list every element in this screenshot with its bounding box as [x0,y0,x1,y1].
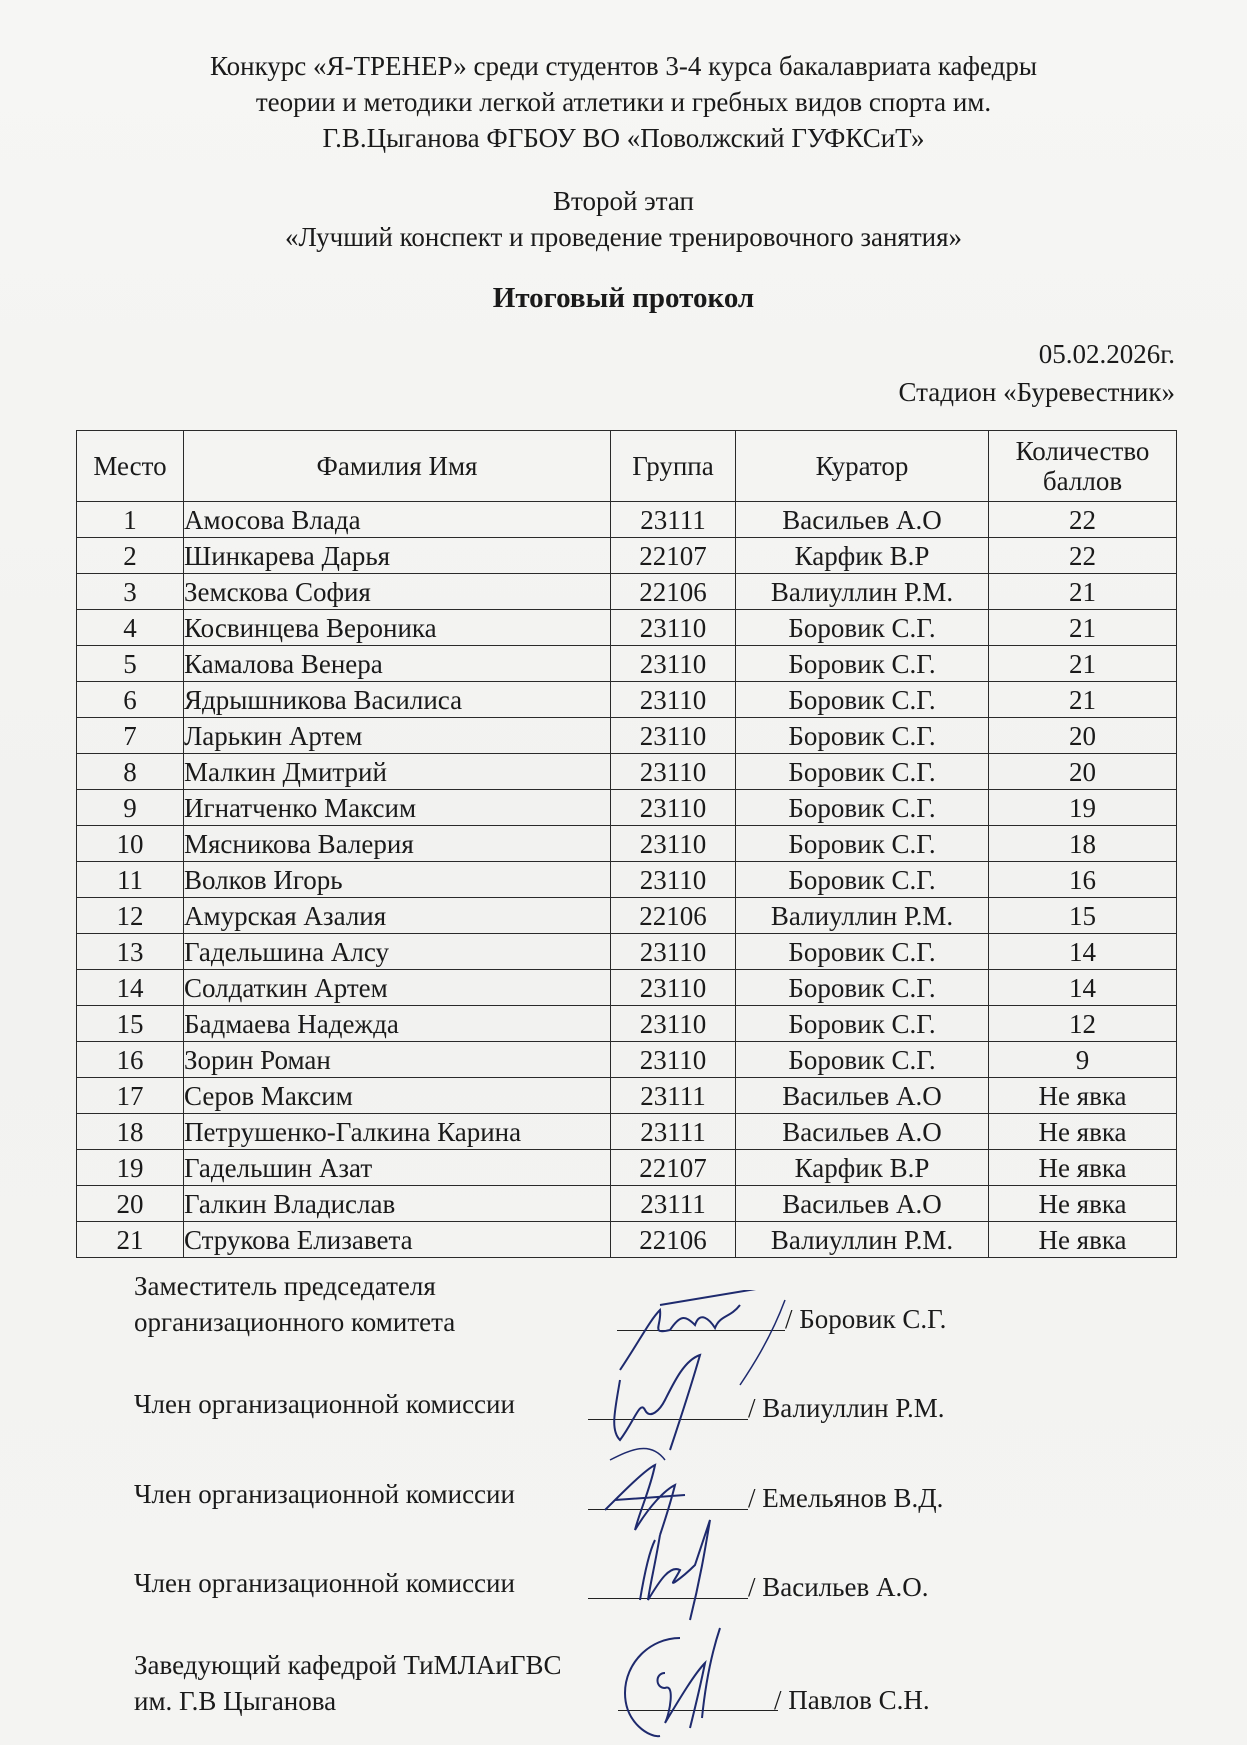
cell-curator: Боровик С.Г. [736,790,989,826]
cell-name: Ядрышникова Василиса [184,682,611,718]
cell-group: 23111 [611,1114,736,1150]
stage-label: Второй этап [553,186,694,216]
cell-name: Амосова Влада [184,502,611,538]
results-table [76,430,1177,1258]
cell-curator: Валиуллин Р.М. [736,574,989,610]
cell-name: Галкин Владислав [184,1186,611,1222]
signatory-name: / Васильев А.О. [748,1572,929,1602]
cell-curator: Васильев А.О [736,502,989,538]
table-row [77,538,1177,574]
cell-name: Мясникова Валерия [184,826,611,862]
cell-place: 6 [77,682,184,718]
table-row [77,1078,1177,1114]
cell-place: 8 [77,754,184,790]
document-heading [0,48,1247,156]
cell-place: 16 [77,1042,184,1078]
table-row [77,1222,1177,1258]
table-row [77,682,1177,718]
cell-score: Не явка [989,1114,1177,1150]
cell-group: 22107 [611,1150,736,1186]
table-header-row [77,431,1177,502]
document-title: Итоговый протокол [492,282,755,314]
cell-group: 23111 [611,1078,736,1114]
table-row [77,718,1177,754]
cell-curator: Васильев А.О [736,1186,989,1222]
table-row [77,934,1177,970]
cell-place: 20 [77,1186,184,1222]
signature-role-member-1: Член организационной комиссии [134,1389,515,1419]
cell-name: Земскова София [184,574,611,610]
cell-place: 18 [77,1114,184,1150]
cell-place: 9 [77,790,184,826]
column-header-curator: Куратор [736,431,989,502]
cell-name: Косвинцева Вероника [184,610,611,646]
table-row [77,862,1177,898]
column-header-name: Фамилия Имя [184,431,611,502]
cell-group: 23110 [611,646,736,682]
cell-name: Малкин Дмитрий [184,754,611,790]
cell-curator: Боровик С.Г. [736,934,989,970]
cell-place: 17 [77,1078,184,1114]
cell-score: Не явка [989,1222,1177,1258]
cell-group: 23110 [611,862,736,898]
table-row [77,1186,1177,1222]
cell-score: 14 [989,934,1177,970]
signatory-name: / Валиуллин Р.М. [748,1393,945,1423]
stage-name: «Лучший конспект и проведение тренировочного занятия» [284,222,963,252]
cell-score: Не явка [989,1078,1177,1114]
results-table-body [77,502,1177,1258]
cell-curator: Васильев А.О [736,1114,989,1150]
cell-name: Струкова Елизавета [184,1222,611,1258]
cell-curator: Боровик С.Г. [736,1006,989,1042]
cell-curator: Боровик С.Г. [736,646,989,682]
cell-place: 4 [77,610,184,646]
signature-role-member-2: Член организационной комиссии [134,1479,515,1509]
cell-score: Не явка [989,1150,1177,1186]
cell-place: 14 [77,970,184,1006]
cell-name: Петрушенко-Галкина Карина [184,1114,611,1150]
cell-name: Камалова Венера [184,646,611,682]
cell-group: 22106 [611,574,736,610]
cell-group: 23110 [611,1042,736,1078]
table-row [77,1042,1177,1078]
cell-score: 21 [989,574,1177,610]
cell-score: 12 [989,1006,1177,1042]
cell-place: 11 [77,862,184,898]
cell-score: Не явка [989,1186,1177,1222]
cell-place: 10 [77,826,184,862]
cell-curator: Боровик С.Г. [736,970,989,1006]
cell-score: 20 [989,718,1177,754]
table-row [77,898,1177,934]
cell-curator: Боровик С.Г. [736,718,989,754]
table-row [77,502,1177,538]
cell-group: 23110 [611,790,736,826]
table-row [77,970,1177,1006]
cell-group: 23110 [611,826,736,862]
cell-score: 21 [989,682,1177,718]
cell-score: 22 [989,538,1177,574]
cell-score: 21 [989,610,1177,646]
cell-curator: Валиуллин Р.М. [736,898,989,934]
cell-score: 15 [989,898,1177,934]
cell-place: 5 [77,646,184,682]
handwritten-signature-icon [620,1510,740,1630]
cell-group: 23110 [611,1006,736,1042]
signature-role-member-3: Член организационной комиссии [134,1568,515,1598]
cell-name: Солдаткин Артем [184,970,611,1006]
table-row [77,646,1177,682]
signatory-name: / Боровик С.Г. [785,1304,947,1334]
cell-curator: Боровик С.Г. [736,862,989,898]
cell-group: 23110 [611,718,736,754]
document-venue: Стадион «Буревестник» [898,377,1175,407]
document-date: 05.02.2026г. [1038,339,1175,369]
cell-score: 9 [989,1042,1177,1078]
signature-role-deputy-chair: Заместитель председателя организационного комитета [134,1271,456,1337]
cell-place: 1 [77,502,184,538]
cell-name: Гадельшина Алсу [184,934,611,970]
cell-score: 22 [989,502,1177,538]
cell-name: Ларькин Артем [184,718,611,754]
table-row [77,574,1177,610]
cell-place: 2 [77,538,184,574]
table-row [77,826,1177,862]
cell-place: 12 [77,898,184,934]
cell-curator: Боровик С.Г. [736,754,989,790]
cell-group: 22107 [611,538,736,574]
cell-name: Амурская Азалия [184,898,611,934]
signatory-name: / Павлов С.Н. [774,1685,930,1715]
cell-group: 23110 [611,934,736,970]
column-header-place: Место [77,431,184,502]
cell-place: 19 [77,1150,184,1186]
cell-group: 23111 [611,502,736,538]
table-row [77,1150,1177,1186]
cell-group: 23110 [611,682,736,718]
column-header-group: Группа [611,431,736,502]
heading-line-2: теории и методики легкой атлетики и гребных видов спорта им. [255,87,992,117]
cell-place: 7 [77,718,184,754]
cell-name: Игнатченко Максим [184,790,611,826]
cell-score: 21 [989,646,1177,682]
cell-place: 13 [77,934,184,970]
table-row [77,610,1177,646]
stage-block [0,183,1247,255]
cell-score: 18 [989,826,1177,862]
cell-group: 23110 [611,610,736,646]
signatory-name: / Емельянов В.Д. [748,1483,944,1513]
cell-curator: Карфик В.Р [736,538,989,574]
cell-name: Гадельшин Азат [184,1150,611,1186]
cell-group: 23111 [611,1186,736,1222]
cell-curator: Боровик С.Г. [736,1042,989,1078]
cell-curator: Боровик С.Г. [736,826,989,862]
cell-name: Волков Игорь [184,862,611,898]
cell-score: 14 [989,970,1177,1006]
table-row [77,754,1177,790]
cell-name: Бадмаева Надежда [184,1006,611,1042]
cell-place: 15 [77,1006,184,1042]
cell-curator: Валиуллин Р.М. [736,1222,989,1258]
heading-line-1: Конкурс «Я-ТРЕНЕР» среди студентов 3-4 курса бакалавриата кафедры [209,51,1038,81]
cell-score: 19 [989,790,1177,826]
table-row [77,1006,1177,1042]
cell-score: 20 [989,754,1177,790]
cell-score: 16 [989,862,1177,898]
heading-line-3: Г.В.Цыганова ФГБОУ ВО «Поволжский ГУФКСиТ» [322,123,925,153]
cell-curator: Карфик В.Р [736,1150,989,1186]
table-row [77,1114,1177,1150]
signature-role-head-of-department: Заведующий кафедрой ТиМЛАиГВС им. Г.В Цыганова [134,1650,562,1716]
table-row [77,790,1177,826]
cell-group: 23110 [611,970,736,1006]
cell-name: Зорин Роман [184,1042,611,1078]
cell-group: 22106 [611,1222,736,1258]
column-header-score: Количество баллов [989,431,1177,502]
cell-curator: Боровик С.Г. [736,682,989,718]
cell-curator: Васильев А.О [736,1078,989,1114]
cell-curator: Боровик С.Г. [736,610,989,646]
cell-name: Серов Максим [184,1078,611,1114]
handwritten-signature-icon [610,1618,780,1743]
cell-place: 3 [77,574,184,610]
cell-name: Шинкарева Дарья [184,538,611,574]
cell-group: 23110 [611,754,736,790]
cell-group: 22106 [611,898,736,934]
cell-place: 21 [77,1222,184,1258]
